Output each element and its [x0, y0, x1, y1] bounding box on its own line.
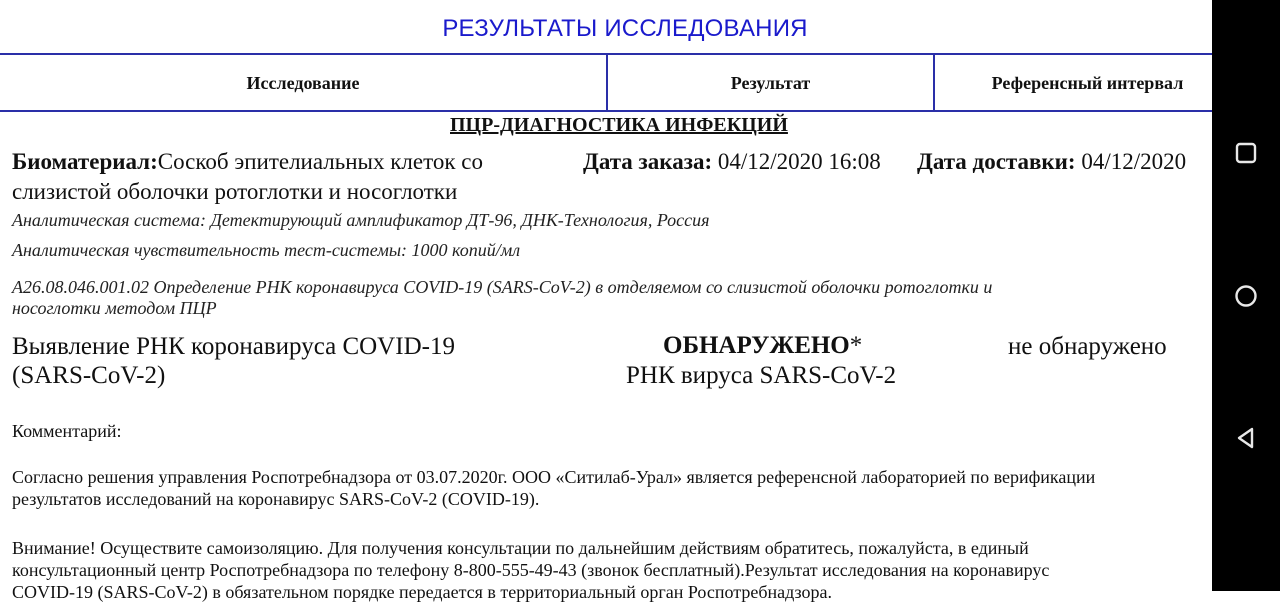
back-button[interactable]: [1212, 422, 1280, 454]
column-header-reference: Референсный интервал: [991, 73, 1184, 93]
analytic-system: Аналитическая система: Детектирующий амплификатор ДТ-96, ДНК-Технология, Россия: [12, 210, 710, 230]
warning-line1: Внимание! Осуществите самоизоляцию. Для получения консультации по дальнейшим действиям обратитесь, пожалуйста, в единый: [12, 538, 1029, 558]
delivery-date-label: Дата доставки:: [917, 149, 1076, 174]
recents-square-icon: [1235, 142, 1257, 164]
biomaterial-value: Соскоб эпителиальных клеток со: [157, 149, 483, 174]
method-line2: носоглотки методом ПЦР: [12, 298, 217, 318]
recents-button[interactable]: [1212, 137, 1280, 169]
comment-label: Комментарий:: [12, 421, 122, 441]
page-title: РЕЗУЛЬТАТЫ ИССЛЕДОВАНИЯ: [442, 15, 808, 42]
biomaterial-line: [12, 149, 483, 175]
comment-line2: результатов исследований на коронавирус SARS-CoV-2 (COVID-19).: [12, 489, 540, 509]
order-date: [583, 149, 881, 175]
test-name-line2: (SARS-CoV-2): [12, 362, 166, 389]
biomaterial-label: Биоматериал:: [12, 149, 158, 174]
test-result-star: *: [849, 332, 863, 359]
test-result: [663, 332, 862, 360]
section-title: ПЦР-ДИАГНОСТИКА ИНФЕКЦИЙ: [450, 114, 788, 136]
comment-line1: Согласно решения управления Роспотребнадзора от 03.07.2020г. ООО «Ситилаб-Урал» является референсной лабораторией по верификации: [12, 467, 1096, 487]
back-triangle-icon: [1234, 426, 1258, 450]
order-date-label: Дата заказа:: [583, 149, 713, 174]
analytic-sensitivity: Аналитическая чувствительность тест-системы: 1000 копий/мл: [12, 240, 521, 260]
method-line1: A26.08.046.001.02 Определение РНК коронавируса COVID-19 (SARS-CoV-2) в отделяемом со слизистой оболочки ротоглотки и: [12, 277, 993, 297]
column-header-study: Исследование: [246, 73, 360, 93]
home-button[interactable]: [1212, 280, 1280, 312]
test-reference: не обнаружено: [1008, 333, 1167, 360]
test-name-line1: Выявление РНК коронавируса COVID-19: [12, 333, 455, 360]
delivery-date: [917, 149, 1186, 175]
delivery-date-value: 04/12/2020: [1081, 149, 1187, 174]
order-date-value: 04/12/2020 16:08: [717, 149, 881, 174]
comment-paragraph: [12, 466, 1212, 510]
warning-line2: консультационный центр Роспотребнадзора по телефону 8-800-555-49-43 (звонок бесплатный).Результат исследования на коронавирус: [12, 560, 1050, 580]
column-header-result: Результат: [730, 73, 811, 93]
test-result-sub: РНК вируса SARS-CoV-2: [626, 362, 897, 389]
warning-paragraph: [12, 537, 1212, 603]
android-navigation-bar: [1212, 0, 1280, 591]
home-circle-icon: [1234, 284, 1258, 308]
results-table-header: [0, 53, 1240, 112]
biomaterial-value-line2: слизистой оболочки ротоглотки и носоглотки: [12, 179, 458, 204]
test-result-main: ОБНАРУЖЕНО: [663, 332, 850, 359]
warning-line3: COVID-19 (SARS-CoV-2) в обязательном порядке передается в территориальный орган Роспотребнадзора.: [12, 582, 832, 602]
